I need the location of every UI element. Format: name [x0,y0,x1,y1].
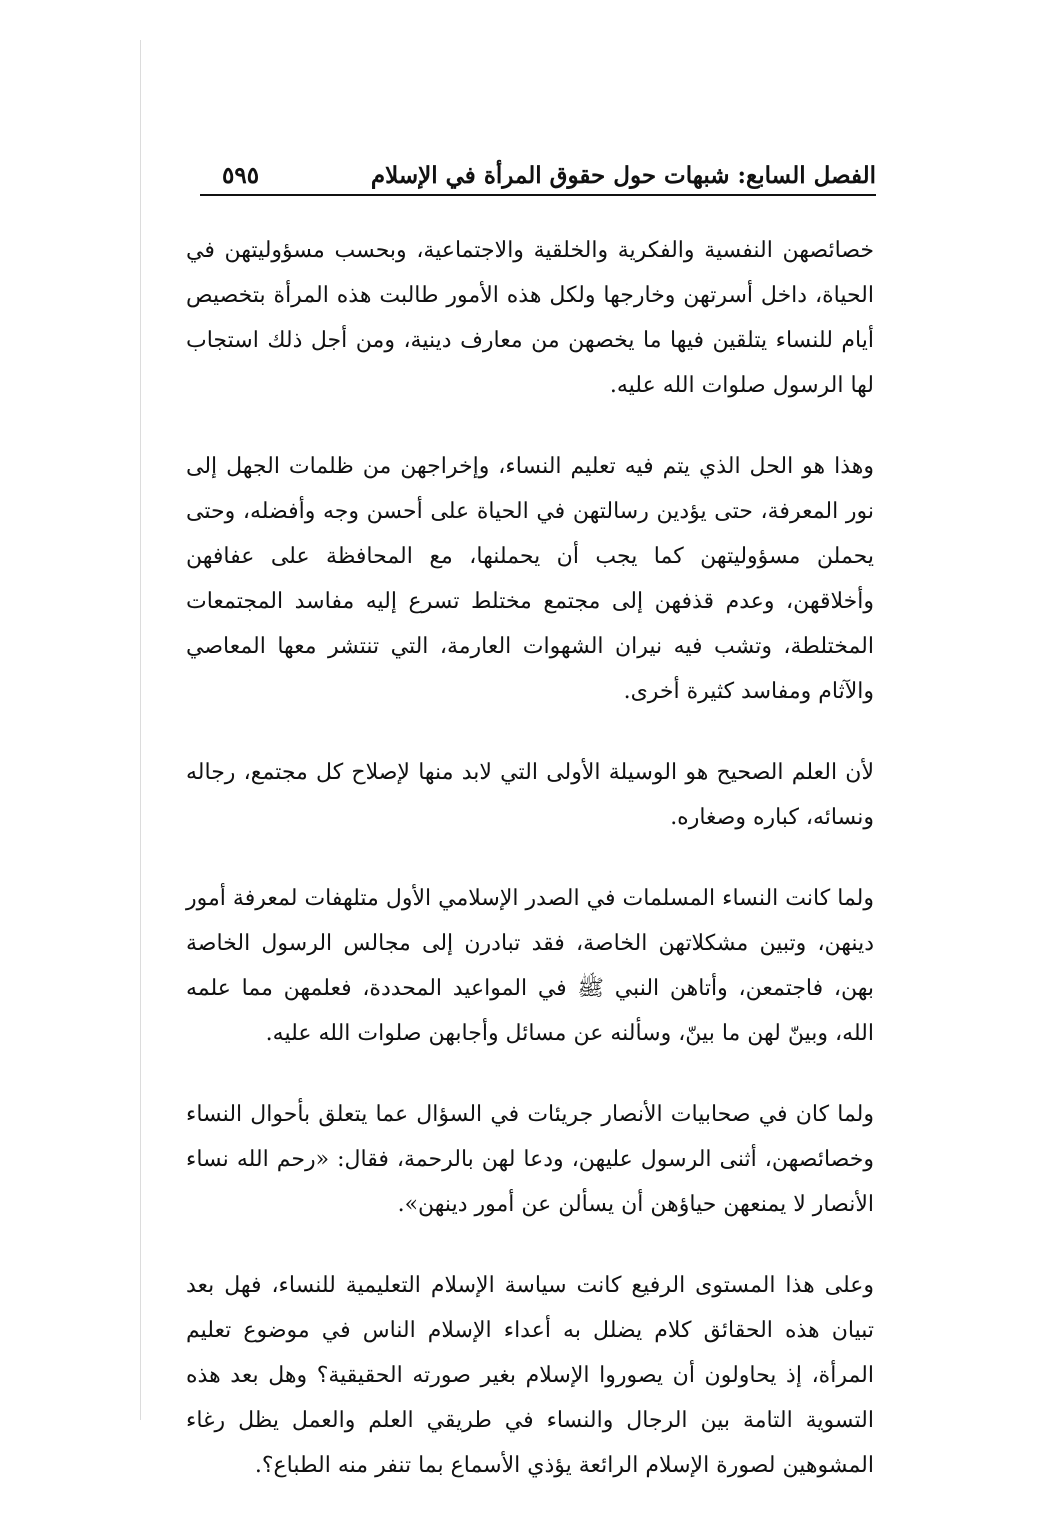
paragraph-1: خصائصهن النفسية والفكرية والخلقية والاجتماعية، وبحسب مسؤوليتهن في الحياة، داخل أسرتهن وخارجها ولكل هذه الأمور طالبت هذه المرأة بتخصيص أيام للنساء يتلقين فيها ما يخصهن من معارف دينية، ومن أجل ذلك استجاب لها الرسول صلوات الله عليه. [186,238,874,398]
paragraph-2: وهذا هو الحل الذي يتم فيه تعليم النساء، وإخراجهن من ظلمات الجهل إلى نور المعرفة، حتى يؤدين رسالتهن في الحياة على أحسن وجه وأفضله، وحتى يحملن مسؤوليتهن كما يجب أن يحملنها، مع المحافظة على عفافهن وأخلاقهن، وعدم قذفهن إلى مجتمع مختلط تسرع إليه مفاسد المجتمعات المختلطة، وتشب فيه نيران الشهوات العارمة، التي تنتشر معها المعاصي والآثام ومفاسد كثيرة أخرى. [186,454,874,704]
header-rule [200,194,876,196]
paragraph-6: وعلى هذا المستوى الرفيع كانت سياسة الإسلام التعليمية للنساء، فهل بعد تبيان هذه الحقائق كلام يضلل به أعداء الإسلام الناس في موضوع تعليم المرأة، إذ يحاولون أن يصوروا الإسلام بغير صورته الحقيقية؟ وهل بعد هذه التسوية التامة بين الرجال والنساء في طريقي العلم والعمل يظل رغاء المشوهين لصورة الإسلام الرائعة يؤذي الأسماع بما تنفر منه الطباع؟. [186,1273,874,1478]
chapter-title: الفصل السابع: شبهات حول حقوق المرأة في الإسلام [370,162,876,189]
paragraph-3: لأن العلم الصحيح هو الوسيلة الأولى التي لابد منها لإصلاح كل مجتمع، رجاله ونسائه، كباره وصغاره. [186,760,874,830]
paragraph-5: ولما كان في صحابيات الأنصار جريئات في السؤال عما يتعلق بأحوال النساء وخصائصهن، أثنى الرسول عليهن، ودعا لهن بالرحمة، فقال: «رحم الله نساء الأنصار لا يمنعهن حياؤهن أن يسألن عن أمور دينهن». [186,1102,874,1217]
body-text [186,228,874,1524]
running-header [200,160,876,196]
scan-edge-line [140,40,141,1420]
page-number: ٥٩٥ [222,162,260,189]
paragraph-4: ولما كانت النساء المسلمات في الصدر الإسلامي الأول متلهفات لمعرفة أمور دينهن، وتبين مشكلاتهن الخاصة، فقد تبادرن إلى مجالس الرسول الخاصة بهن، فاجتمعن، وأتاهن النبي ﷺ في المواعيد المحددة، فعلمهن مما علمه الله، وبينّ لهن ما بينّ، وسألنه عن مسائل وأجابهن صلوات الله عليه. [186,886,874,1046]
